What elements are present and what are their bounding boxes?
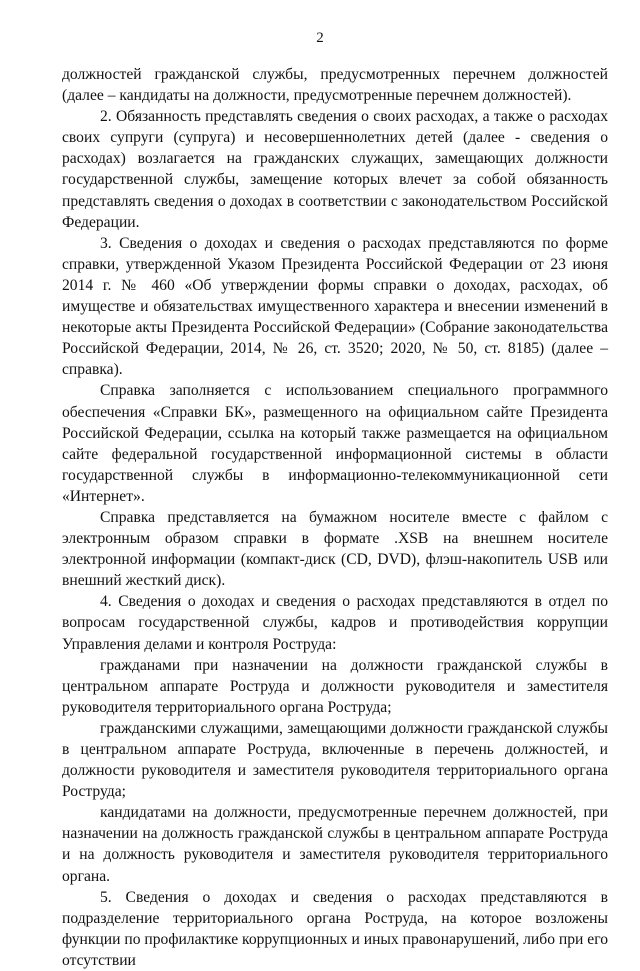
paragraph-candidates: кандидатами на должности, предусмотренные перечнем должностей, при назначении на должность гражданской службы в центральном аппарате Роструда и на должность руководителя и заместителя руководителя территориального органа.: [62, 804, 608, 885]
paragraph-paper-submission: Справка представляется на бумажном носителе вместе с файлом с электронным образом справки в формате .XSB на внешнем носителе электронной информации (компакт-диск (CD, DVD), флэш-накопитель USB или внешний жесткий диск).: [62, 508, 608, 590]
paragraph-item-2: 2. Обязанность представлять сведения о своих расходах, а также о расходах своих супруги (супруга) и несовершеннолетних детей (далее - сведения о расходах) возлагается на гражданских служащих, замещающих должности государственной службы, замещение которых влечет за собой обязанность представлять сведения о доходах в соответствии с законодательством Российской Федерации.: [62, 108, 608, 231]
paragraph-item-4: 4. Сведения о доходах и сведения о расходах представляются в отдел по вопросам государственной службы, кадров и противодействия коррупции Управления делами и контроля Роструда:: [62, 593, 608, 653]
page-number: 2: [316, 30, 324, 46]
paragraph-civil-servants: гражданскими служащими, замещающими должности гражданской службы в центральном аппарате Роструда, включенные в перечень должностей, и должности руководителя и заместителя руководителя территориального органа Роструда;: [62, 719, 608, 801]
document-body: [62, 64, 608, 971]
paragraph-software-note: Справка заполняется с использованием специального программного обеспечения «Справки БК», размещенного на официальном сайте Президента Российской Федерации, ссылка на который также размещается на официальном сайте федеральной государственной информационной системы в области государственной службы в информационно-телекоммуникационной сети «Интернет».: [62, 382, 608, 505]
paragraph-item-3: 3. Сведения о доходах и сведения о расходах представляются по форме справки, утвержденной Указом Президента Российской Федерации от 23 июня 2014 г. № 460 «Об утверждении формы справки о доходах, расходах, об имуществе и обязательствах имущественного характера и внесении изменений в некоторые акты Президента Российской Федерации» (Собрание законодательства Российской Федерации, 2014, № 26, ст. 3520; 2020, № 50, ст. 8185) (далее – справка).: [62, 234, 608, 379]
paragraph-item-5: 5. Сведения о доходах и сведения о расходах представляются в подразделение территориального органа Роструда, на которое возложены функции по профилактике коррупционных и иных правонарушений, либо при его отсутствии: [62, 888, 609, 969]
paragraph-continuation: должностей гражданской службы, предусмотренных перечнем должностей (далее – кандидаты на должности, предусмотренные перечнем должностей).: [62, 66, 608, 105]
paragraph-citizens: гражданами при назначении на должности гражданской службы в центральном аппарате Роструда и должности руководителя и заместителя руководителя территориального органа Роструда;: [62, 656, 608, 716]
